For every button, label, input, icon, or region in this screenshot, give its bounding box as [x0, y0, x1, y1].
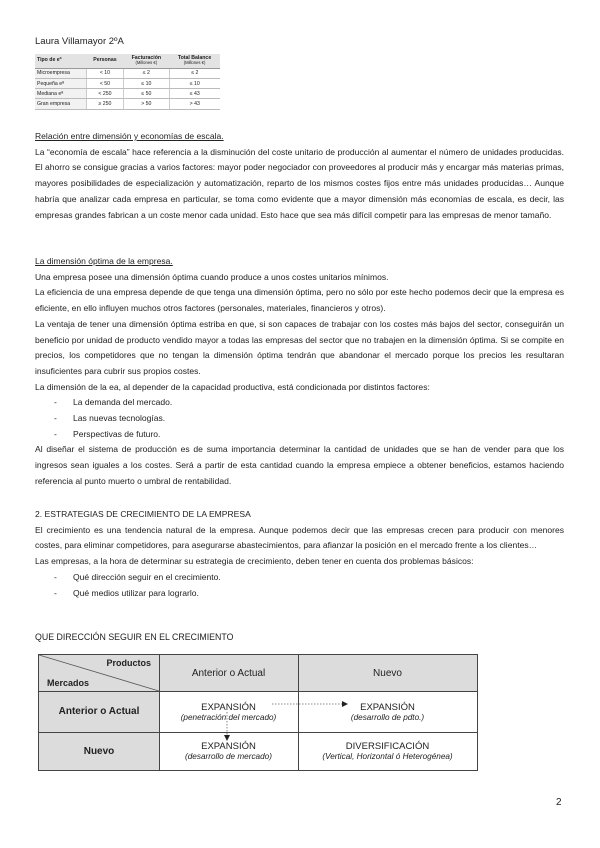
table-row: Microempresa < 10 ≤ 2 ≤ 2 [35, 68, 220, 78]
grid-line [159, 655, 160, 770]
growth-strategies-section [35, 507, 564, 601]
optimal-dimension-section [35, 254, 564, 490]
row-header-new: Nuevo [39, 732, 159, 770]
problems-list [35, 570, 564, 601]
paragraph: La dimensión de la ea, al depender de la capacidad productiva, está condicionada por distintos factores: [35, 381, 430, 392]
paragraph: Las empresas, a la hora de determinar su estrategia de crecimiento, deben tener en cuenta dos problemas básicos: [35, 556, 474, 567]
company-size-table [35, 54, 220, 110]
markets-label: Mercados [47, 678, 90, 688]
size-col-header: Total Balance (Millones €) [169, 54, 220, 68]
cell-diversification: DIVERSIFICACIÓN (Vertical, Horizontal ó Heterogénea) [322, 741, 453, 761]
col-header-current: Anterior o Actual [159, 655, 298, 691]
matrix-heading: QUE DIRECCIÓN SEGUIR EN EL CRECIMIENTO [35, 632, 234, 642]
economies-of-scale-section [35, 129, 564, 223]
page-number: 2 [556, 797, 562, 808]
cell-product-development: EXPANSIÓN (desarrollo de pdto.) [350, 701, 425, 722]
cell-market-penetration: EXPANSIÓN (penetración del mercado) [180, 701, 277, 722]
factors-list [35, 395, 564, 442]
table-row: Pequeña eª < 50 ≤ 10 ≤ 10 [35, 79, 220, 89]
grid-line [39, 691, 477, 692]
section-heading: La dimensión óptima de la empresa. [35, 256, 173, 266]
list-item: - La demanda del mercado. [35, 395, 564, 411]
paragraph: El crecimiento es una tendencia natural de la empresa. Aunque podemos decir que las empresas crecen para producir con menores costes, para eliminar competidores, para asegurarse abastecimientos, para afianzar la posición en el mercado frente a los clientes… [35, 524, 564, 551]
paragraph: Al diseñar el sistema de producción es de suma importancia determinar la cantidad de unidades que se han de vender para que los ingresos sean iguales a los costes. Será a partir de esta cantidad cuando la empresa empiece a obtener beneficios, estamos haciendo referencia al punto muerto o umbral de rentabilidad. [35, 444, 564, 486]
list-item: - Qué dirección seguir en el crecimiento. [35, 570, 564, 586]
grid-line [39, 732, 477, 733]
paragraph: La “economía de escala” hace referencia a la disminución del coste unitario de producción al aumentar el número de unidades producidas. El ahorro se consigue gracias a varios factores: mayor poder negociador con proveedores al producir más y encargar más materias primas, mayores posibilidades de especialización y automatización, reparto de los mismos costes fijos entre más unidades producidas… Aunque habría que analizar cada empresa en particular, se toma como evidente que a mayor dimensión más economías de escala, es decir, las empresas grandes fabrican a un coste menor cada unidad. Esto hace que sea más difícil competir para las empresas de menor tamaño. [35, 146, 564, 220]
paragraph: Una empresa posee una dimensión óptima cuando produce a unos costes unitarios mínimos. [35, 271, 389, 282]
ansoff-growth-matrix [38, 654, 478, 771]
products-label: Productos [106, 658, 151, 668]
matrix-corner [39, 655, 159, 691]
table-row: Mediana eª < 250 ≤ 50 ≤ 43 [35, 89, 220, 99]
author-name: Laura Villamayor 2ºA [35, 36, 124, 47]
cell-market-development: EXPANSIÓN (desarrollo de mercado) [185, 741, 272, 761]
size-col-header: Tipo de eª [35, 54, 86, 68]
list-item: - Las nuevas tecnologías. [35, 411, 564, 427]
grid-line [298, 655, 299, 770]
list-item: - Perspectivas de futuro. [35, 427, 564, 443]
paragraph: La eficiencia de una empresa depende de que tenga una dimensión óptima, pero no sólo por este hecho podemos decir que la empresa es eficiente, en ello influyen muchos otros factores (personales, materiales, financieros y otros). [35, 287, 564, 314]
table-row: Gran empresa ≥ 250 > 50 > 43 [35, 99, 220, 109]
size-col-header: Personas [86, 54, 123, 68]
paragraph: La ventaja de tener una dimensión óptima estriba en que, si son capaces de trabajar con los costes más bajos del sector, conseguirán un beneficio por unidad de producto vendido mayor a todas las empresas del sector que no trabajen en la dimensión óptima. Si se compite en precios, los competidores que no tengan la dimensión óptima tendrán que abandonar el mercado porque los precios les resultaran insuficientes para cubrir sus propios costes. [35, 318, 564, 376]
diagonal-line [39, 655, 159, 691]
section-heading: 2. ESTRATEGIAS DE CRECIMIENTO DE LA EMPRESA [35, 509, 251, 519]
size-col-header: Facturación (Millones €) [124, 54, 170, 68]
row-header-current: Anterior o Actual [39, 691, 159, 732]
list-item: - Qué medios utilizar para lograrlo. [35, 586, 564, 602]
col-header-new: Nuevo [298, 655, 477, 691]
section-heading: Relación entre dimensión y economías de escala. [35, 131, 224, 141]
